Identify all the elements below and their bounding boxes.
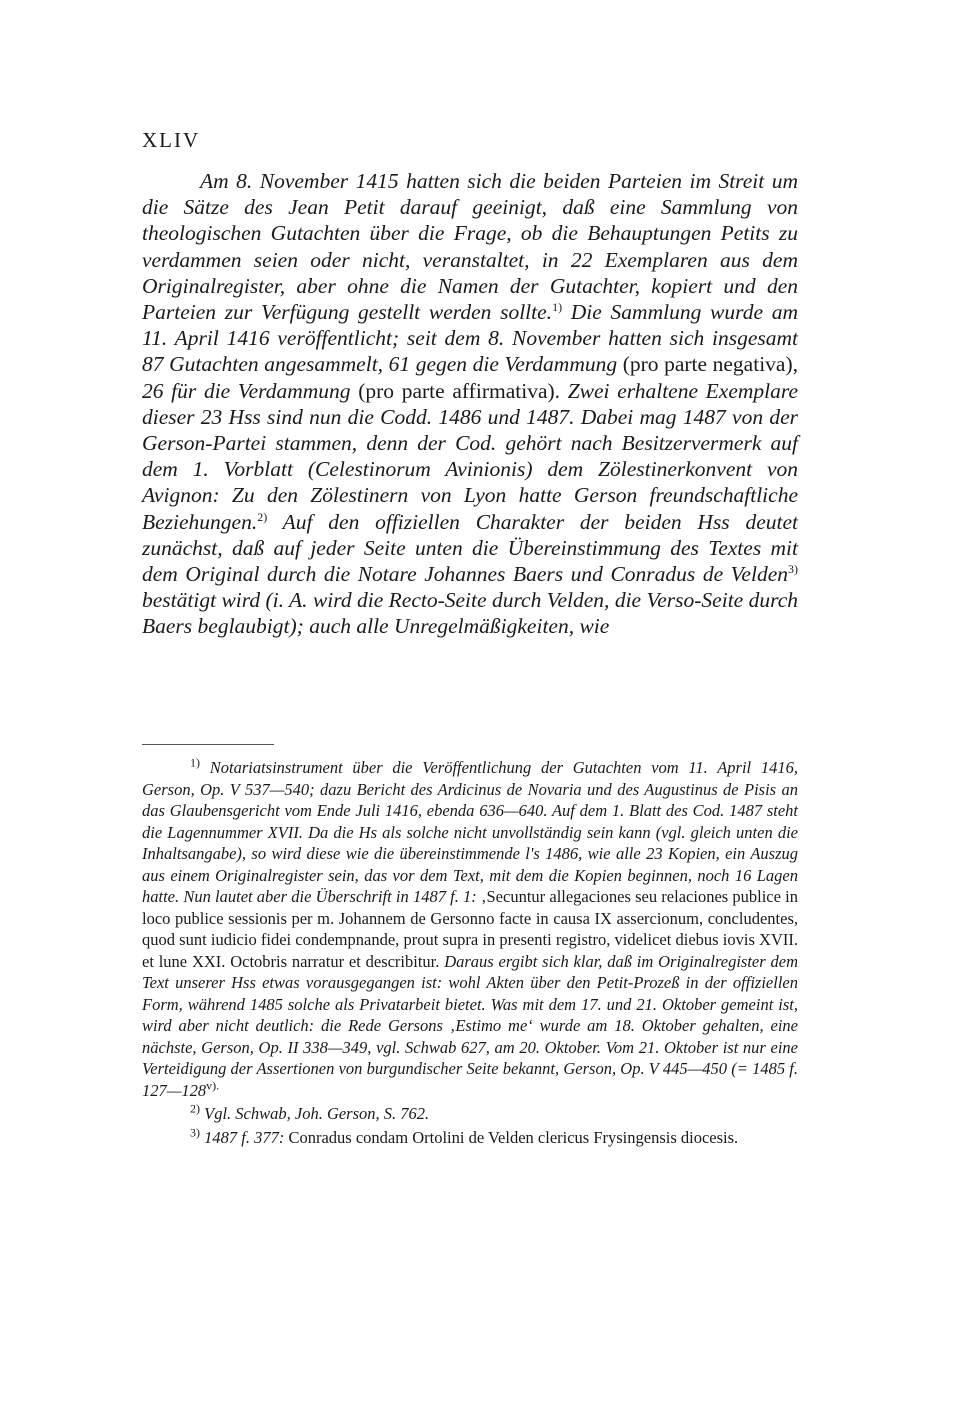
footnote-mark: 2)	[190, 1101, 200, 1116]
main-paragraph	[142, 168, 798, 640]
footnote-1	[142, 757, 798, 1101]
main-text	[142, 168, 798, 640]
footnote-2	[142, 1103, 798, 1125]
main-text-part: 26 für die Verdammung	[142, 378, 359, 403]
main-text-part: Zwei erhaltene Exemplare dieser 23 Hss sind nun die Codd. 1486 und 1487. Dabei mag 1487 von der Gerson-Partei stammen, denn der Cod. gehört nach Besitzervermerk auf dem 1. Vorblatt (Celestinorum Avinionis) dem Zölestinerkonvent von Avignon: Zu den Zölestinern von Lyon hatte Gerson freundschaftliche Beziehungen.	[142, 378, 799, 534]
main-text-part: Die Sammlung wurde am 11. April 1416 veröffentlicht; seit dem 8. November hatten sich insgesamt 87 Gutachten angesammelt, 61 gegen die Verdammung	[142, 300, 798, 377]
footnote-text: Vgl. Schwab, Joh. Gerson, S. 762.	[200, 1104, 430, 1123]
main-text-upright: (pro parte affirmativa).	[358, 378, 561, 403]
footnote-quote: ‚Secuntur allegaciones seu relaciones publice in loco publice sessionis per m. Johannem de Gersonno facte in causa IX assercionum, concludentes, quod sunt iudicio fidei condempnande, prout supra in presenti registro, videlicet diebus iovis XVII. et lune XXI. Octobris narratur et describitur.	[142, 887, 798, 971]
footnote-3	[142, 1127, 798, 1149]
footnote-mark: 3)	[190, 1125, 200, 1139]
footnote-ref: 1)	[552, 299, 563, 314]
main-text-part: Auf den offiziellen Charakter der beiden Hss deutet zunächst, daß auf jeder Seite unten die Übereinstimmung des Textes mit dem Original durch die Notare Johannes Baers und Conradus de Velden	[142, 509, 798, 587]
footnote-text: Daraus ergibt sich klar, daß im Originalregister dem Text unserer Hss etwas vorausgegangen ist: wohl Akten über den Petit-Prozeß in der offiziellen Form, während 1485 solche als Privatarbeit bietet. Was mit dem 17. und 21. Oktober gemeint ist, wird aber nicht deutlich: die Rede Gersons ‚Estimo me‘ wurde am 18. Oktober gehalten, eine nächste, Gerson, Op. II 338—349, vgl. Schwab 627, am 20. Oktober. Vom 21. Oktober ist nur eine Verteidigung der Assertionen von burgundischer Seite bekannt, Gerson, Op. V 445—450 (= 1485 f. 127—128	[142, 951, 798, 1100]
footnote-divider	[142, 744, 274, 745]
main-text-part: bestätigt wird (i. A. wird die Recto-Seite durch Velden, die Verso-Seite durch Baers beglaubigt); auch alle Unregelmäßigkeiten, wie	[142, 588, 798, 639]
footnote-mark: 1)	[190, 755, 200, 770]
footnotes	[142, 757, 798, 1150]
footnote-quote: Conradus condam Ortolini de Velden clericus Frysingensis diocesis.	[288, 1127, 739, 1147]
main-text-part: Am 8. November 1415 hatten sich die beiden Parteien im Streit um die Sätze des Jean Petit darauf geeinigt, daß eine Sammlung von theologischen Gutachten über die Frage, ob die Behauptungen Petits zu verdammen seien oder nicht, veranstaltet, in 22 Exemplaren aus dem Originalregister, aber ohne die Namen der Gutachter, kopiert und den Parteien zur Verfügung gestellt werden sollte.	[142, 169, 798, 325]
footnote-superscript: v).	[206, 1078, 220, 1092]
main-text-upright: (pro parte negativa),	[622, 352, 799, 377]
footnote-ref: 3)	[788, 561, 798, 576]
footnote-text: 1487 f. 377:	[200, 1127, 289, 1147]
footnote-ref: 2)	[257, 509, 268, 524]
footnote-text: Notariatsinstrument über die Veröffentlichung der Gutachten vom 11. April 1416, Gerson, Op. V 537—540; dazu Bericht des Ardicinus de Novaria und des Augustinus de Pisis an das Glaubensgericht vom Ende Juli 1416, ebenda 636—640. Auf dem 1. Blatt des Cod. 1487 steht die Lagennummer XVII. Da die Hs als solche nicht unvollständig sein kann (vgl. gleich unten die Inhaltsangabe), so wird diese wie die übereinstimmende l's 1486, wie alle 23 Kopien, ein Auszug aus einem Originalregister sein, das vor dem Text, mit dem die Kopien beginnen, noch 16 Lagen hatte. Nun lautet aber die Überschrift in 1487 f. 1:	[142, 758, 798, 906]
page-number: XLIV	[142, 128, 201, 152]
